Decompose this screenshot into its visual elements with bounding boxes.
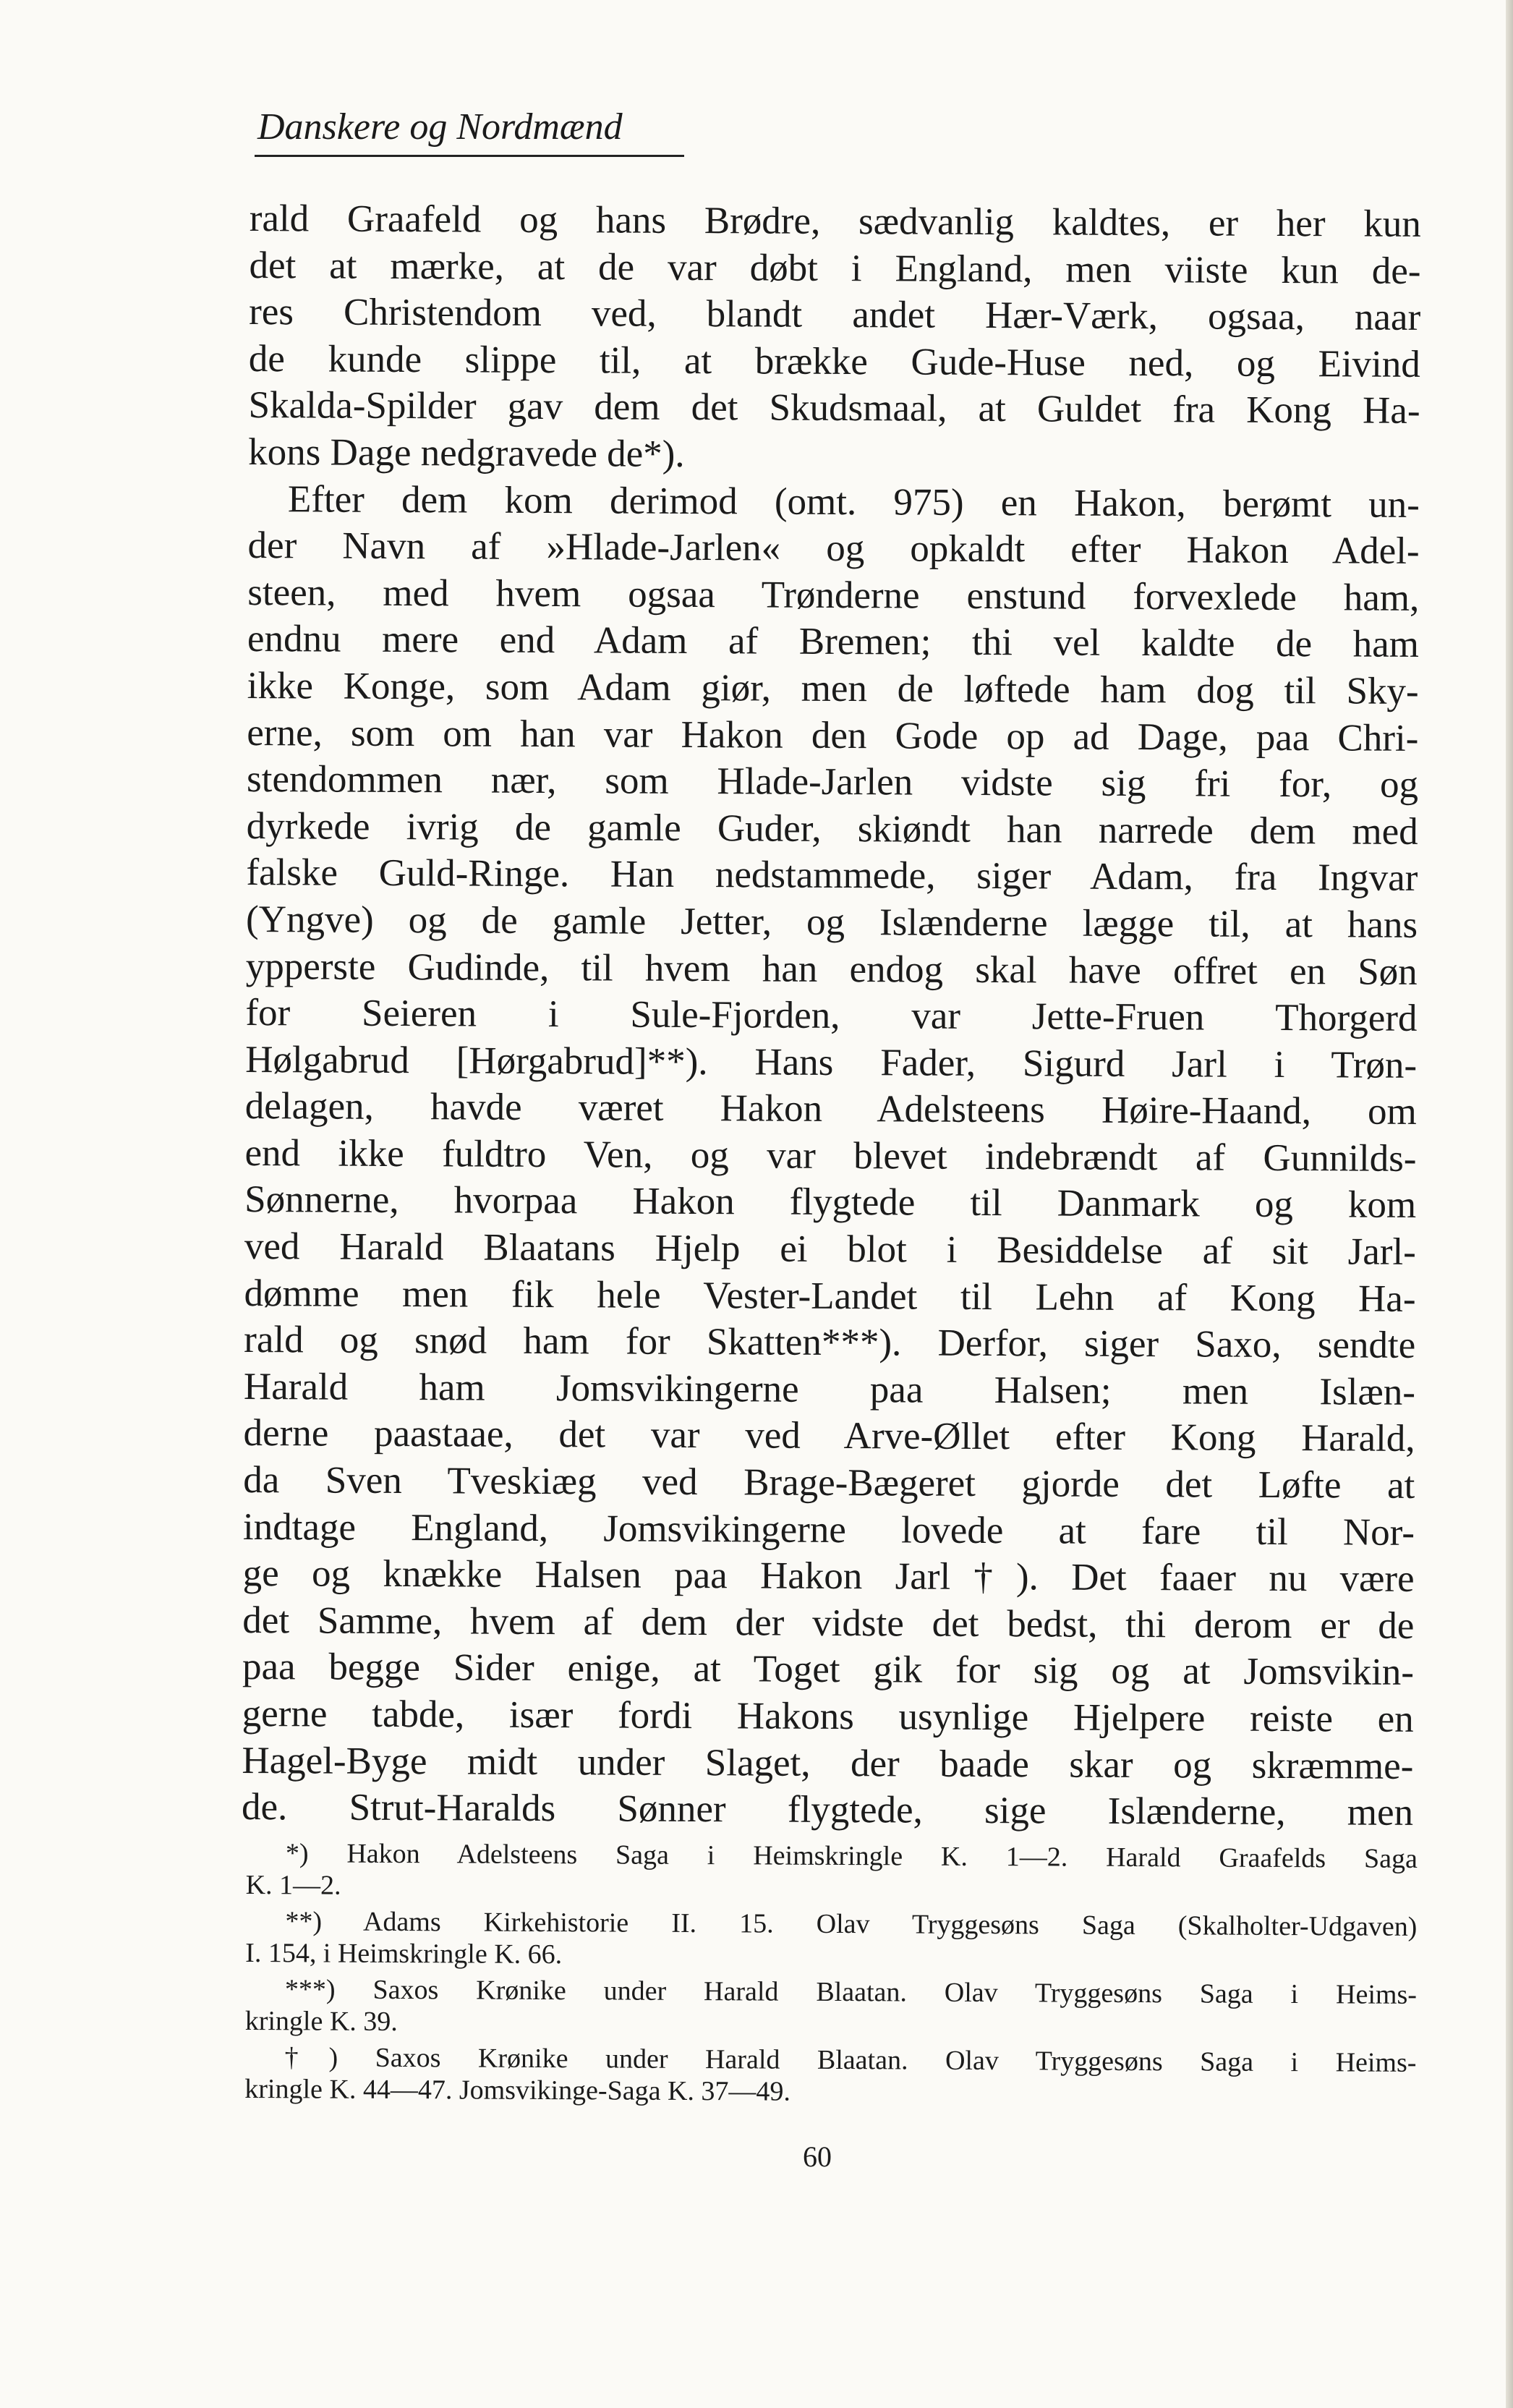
footnote-1: [246, 1837, 1418, 1907]
body-line: end ikke fuldtro Ven, og var blevet indebrændt af Gunnilds-: [244, 1131, 1417, 1180]
body-line: derne paastaae, det var ved Arve-Øllet efter Kong Harald,: [243, 1412, 1415, 1460]
body-line: (Yngve) og de gamle Jetter, og Islænderne lægge til, at hans: [245, 898, 1418, 946]
footnote-line: ***) Saxos Krønike under Harald Blaatan. Olav Tryggesøns Saga i Heims-: [284, 1974, 1418, 2010]
body-line-paragraph-start: Efter dem kom derimod (omt. 975) en Hakon, berømt un-: [287, 477, 1420, 526]
body-line: indtage England, Jomsvikingerne lovede at fare til Nor-: [242, 1505, 1415, 1554]
body-line: falske Guld-Ringe. Han nedstammede, siger Adam, fra Ingvar: [246, 851, 1418, 900]
body-line: Sønnerne, hvorpaa Hakon flygtede til Danmark og kom: [244, 1178, 1417, 1227]
body-line: det at mærke, at de var døbt i England, men viiste kun de-: [249, 244, 1421, 292]
body-line: dømme men fik hele Vester-Landet til Lehn af Kong Ha-: [244, 1272, 1416, 1320]
body-line: endnu mere end Adam af Bremen; thi vel kaldte de ham: [247, 618, 1420, 666]
footnote-2: [245, 1905, 1417, 1975]
body-line: det Samme, hvem af dem der vidste det bedst, thi derom er de: [242, 1599, 1415, 1647]
running-head-rule: [255, 155, 684, 157]
body-line: de. Strut-Haralds Sønner flygtede, sige Islænderne, men: [241, 1786, 1414, 1834]
body-line: de kunde slippe til, at brække Gude-Huse ned, og Eivind: [248, 337, 1421, 386]
body-line: Hølgabrud [Hørgabrud]**). Hans Fader, Sigurd Jarl i Trøn-: [245, 1038, 1418, 1086]
body-line: der Navn af »Hlade-Jarlen« og opkaldt efter Hakon Adel-: [247, 524, 1420, 573]
footnote-line: **) Adams Kirkehistorie II. 15. Olav Tryggesøns Saga (Skalholter-Udgaven): [285, 1906, 1418, 1942]
footnote-3: [245, 1973, 1417, 2043]
body-line: erne, som om han var Hakon den Gode op ad Dage, paa Chri-: [247, 711, 1419, 760]
page-edge: [1506, 0, 1513, 2408]
body-line: ge og knække Halsen paa Hakon Jarl†). Det faaer nu være: [242, 1552, 1415, 1601]
body-line: res Christendom ved, blandt andet Hær-Værk, ogsaa, naar: [249, 291, 1421, 339]
body-line: rald Graafeld og hans Brødre, sædvanlig kaldtes, er her kun: [249, 197, 1421, 245]
footnote-line: kringle K. 39.: [244, 2005, 398, 2038]
body-line: for Seieren i Sule-Fjorden, var Jette-Fruen Thorgerd: [245, 992, 1418, 1039]
body-line: steen, med hvem ogsaa Trønderne enstund forvexlede ham,: [247, 571, 1420, 619]
body-line: stendommen nær, som Hlade-Jarlen vidste sig fri for, og: [246, 758, 1419, 807]
body-line: ypperste Gudinde, til hvem han endog skal have offret en Søn: [245, 945, 1418, 993]
body-text: [242, 195, 1421, 1837]
body-line: da Sven Tveskiæg ved Brage-Bægeret gjorde det Løfte at: [243, 1459, 1415, 1507]
footnotes: [244, 1837, 1418, 2115]
footnote-line: kringle K. 44—47. Jomsvikinge-Saga K. 37—49.: [244, 2073, 791, 2107]
body-line-paragraph-end: kons Dage nedgravede de*).: [248, 430, 685, 475]
body-line: delagen, havde været Hakon Adelsteens Høire-Haand, om: [244, 1085, 1417, 1133]
body-line: rald og snød ham for Skatten***). Derfor, siger Saxo, sendte: [244, 1319, 1416, 1367]
running-head: Danskere og Nordmænd: [257, 106, 623, 148]
page-number: 60: [803, 2140, 832, 2173]
footnote-line: I. 154, i Heimskringle K. 66.: [245, 1937, 563, 1970]
footnote-line: *) Hakon Adelsteens Saga i Heimskringle K. 1—2. Harald Graafelds Saga: [285, 1838, 1418, 1874]
body-line: Hagel-Byge midt under Slaget, der baade skar og skræmme-: [242, 1739, 1414, 1787]
body-line: ikke Konge, som Adam giør, men de løftede ham dog til Sky-: [247, 664, 1419, 712]
body-line: Skalda-Spilder gav dem det Skudsmaal, at Guldet fra Kong Ha-: [248, 384, 1420, 433]
body-line: gerne tabde, især fordi Hakons usynlige Hjelpere reiste en: [242, 1692, 1414, 1740]
body-line: paa begge Sider enige, at Toget gik for sig og at Jomsvikin-: [242, 1646, 1415, 1694]
footnote-4: [244, 2041, 1416, 2111]
footnote-line: †) Saxos Krønike under Harald Blaatan. Olav Tryggesøns Saga i Heims-: [284, 2042, 1417, 2078]
body-line: dyrkede ivrig de gamle Guder, skiøndt han narrede dem med: [246, 804, 1418, 853]
body-line: ved Harald Blaatans Hjelp ei blot i Besiddelse af sit Jarl-: [244, 1225, 1417, 1273]
body-line: Harald ham Jomsvikingerne paa Halsen; men Islæn-: [243, 1365, 1416, 1413]
footnote-line: K. 1—2.: [245, 1869, 341, 1901]
